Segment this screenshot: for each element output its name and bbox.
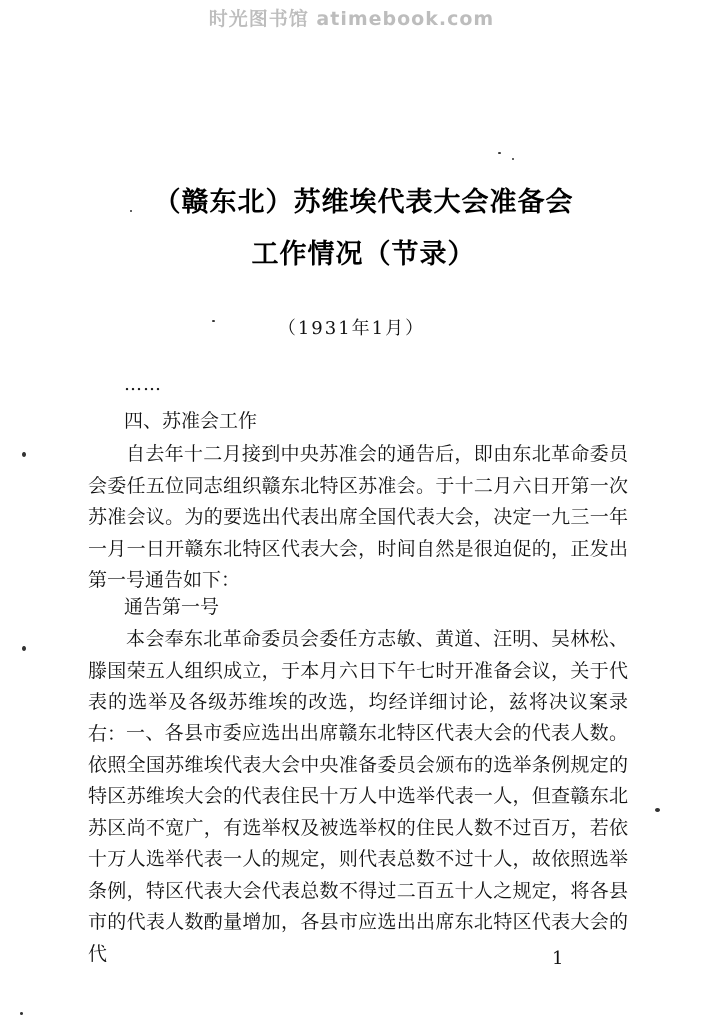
scan-speck xyxy=(212,320,215,322)
document-date: （1931年1月） xyxy=(277,318,426,339)
page-number: 1 xyxy=(552,948,564,969)
document-title-line1: （赣东北）苏维埃代表大会准备会 xyxy=(153,187,574,218)
scan-speck xyxy=(130,210,132,212)
scan-speck xyxy=(22,646,26,651)
scan-speck xyxy=(655,808,660,812)
section-heading: 四、苏准会工作 xyxy=(124,410,258,432)
scan-speck xyxy=(20,1012,23,1015)
watermark: 时光图书馆 atimebook.com xyxy=(208,8,495,30)
paragraph-1: 自去年十二月接到中央苏准会的通告后，即由东北革命委员会委任五位同志组织赣东北特区苏准会。于十二月六日开第一次苏准会议。为的要选出代表出席全国代表大会，决定一九三一年一月一日开赣东北特区代表大会，时间自然是很迫促的，正发出第一号通告如下： xyxy=(88,443,628,591)
scan-speck xyxy=(22,452,26,457)
scan-speck xyxy=(498,152,501,154)
notice-heading: 通告第一号 xyxy=(124,596,220,618)
paragraph-2: 本会奉东北革命委员会委任方志敏、黄道、汪明、吴林松、滕国荣五人组织成立，于本月六日下午七时开准备会议，关于代表的选举及各级苏维埃的改选，均经详细讨论，兹将决议案录右： xyxy=(88,628,628,745)
paragraph-3: 一、各县市委应选出出席赣东北特区代表大会的代表人数。依照全国苏维埃代表大会中央准备委员会颁布的选举条例规定的特区苏维埃大会的代表住民十万人中选举代表一人，但查赣东北苏区尚不宽广，有选举权及被选举权的住民人数不过百万，若依十万人选举代表一人的规定，则代表总数不过十人，故依照选举条例，特区代表大会代表总数不得过二百五十人之规定，将各县市的代表人数酌量增加，各县市应选出出席东北特区代表大会的代 xyxy=(88,722,628,965)
document-title-line2: 工作情况（节录） xyxy=(251,239,476,270)
scan-speck xyxy=(512,158,514,160)
omission-ellipsis: …… xyxy=(124,374,162,395)
